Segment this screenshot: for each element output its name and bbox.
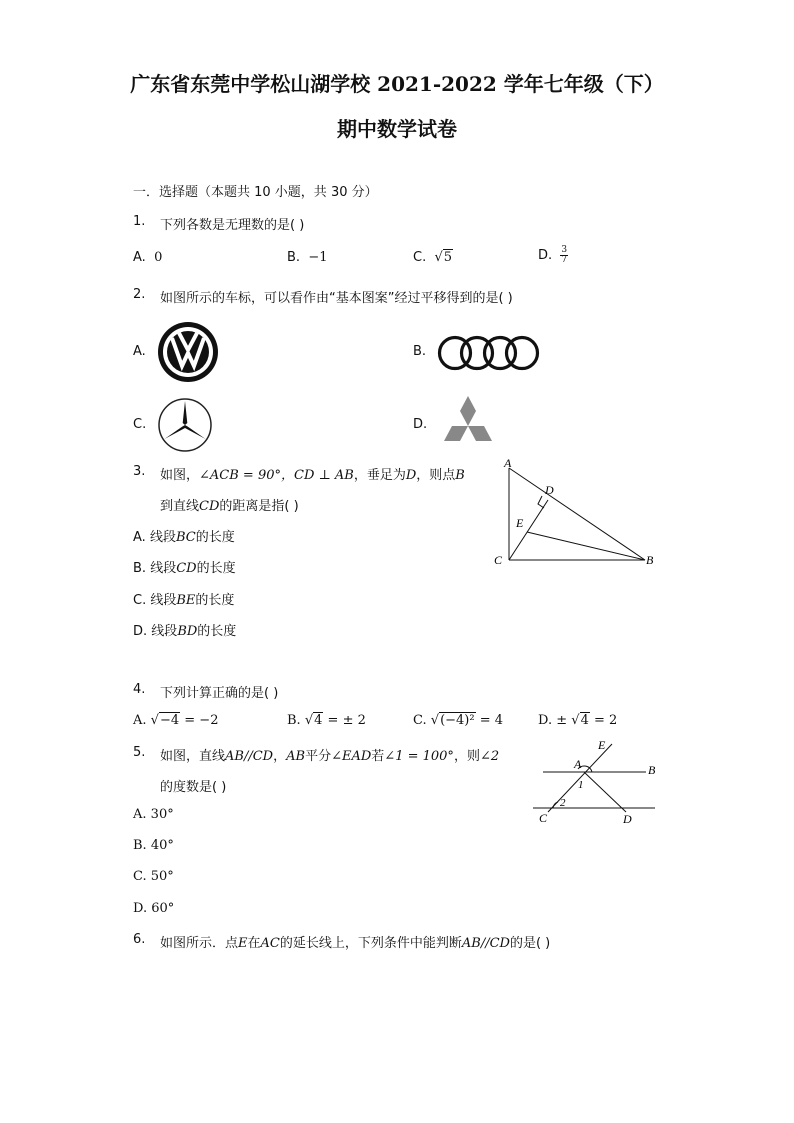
q5-number: 5. [133, 745, 146, 760]
point-label-a: A [574, 757, 582, 771]
point-label-d: D [545, 483, 554, 497]
audi-rings-image [436, 334, 542, 372]
text: 的延长线上，下列条件中能判断 [279, 936, 462, 951]
q6-number: 6. [133, 932, 146, 947]
section-heading: 一．选择题（本题共 10 小题，共 30 分） [133, 185, 378, 200]
q1-option-a [133, 250, 162, 265]
option-label: D. [133, 901, 148, 916]
option-label: B. [133, 838, 147, 853]
radicand: −4 [159, 713, 180, 728]
q4-text: 下列计算正确的是( ) [160, 686, 279, 701]
q4-option-d [538, 713, 617, 728]
text: ， [273, 749, 287, 764]
q4-option-a [133, 713, 218, 728]
text: 线段 [151, 624, 178, 639]
text: 到直线 [160, 499, 200, 514]
q3-option-c [133, 589, 234, 608]
math: ∠2 [479, 749, 500, 764]
text: 若 [371, 749, 385, 764]
text: 的长度 [195, 593, 235, 608]
math: AB [286, 749, 306, 764]
q4-option-c [413, 713, 503, 728]
q1-option-d [538, 246, 568, 265]
radicand: 4 [580, 713, 589, 728]
text: 在 [247, 936, 261, 951]
mercedes-star-image [157, 397, 213, 453]
fraction [560, 246, 568, 265]
text: 的是( ) [509, 936, 551, 951]
text: 如图， [160, 468, 200, 483]
q5-parallel-lines-figure [528, 736, 663, 828]
option-value: −1 [308, 250, 328, 265]
math: AB//CD [461, 936, 510, 951]
q6-text [160, 932, 550, 951]
sqrt-sign: √ [304, 713, 314, 728]
text: 线段 [150, 593, 177, 608]
radicand: 5 [443, 250, 453, 265]
option-label: A. [133, 807, 147, 822]
sqrt-sign: √ [571, 713, 580, 728]
option-value: 60° [151, 901, 175, 916]
exam-title-line1: 广东省东莞中学松山湖学校 2021-2022 学年七年级（下） [130, 72, 664, 96]
numerator: 3 [561, 245, 568, 255]
math: ∠EAD [331, 749, 372, 764]
q5-option-b [133, 838, 174, 853]
q2-number: 2. [133, 287, 146, 302]
text: 的长度 [195, 530, 235, 545]
option-value: 40° [150, 838, 174, 853]
text: 的长度 [196, 561, 236, 576]
q5-option-a [133, 807, 174, 822]
radicand: 4 [314, 713, 323, 728]
q5-option-d [133, 901, 174, 916]
q1-text: 下列各数是无理数的是( ) [160, 218, 305, 233]
q5-option-c [133, 869, 174, 884]
q3-text-line1 [160, 464, 465, 483]
q3-option-a [133, 526, 235, 545]
option-value: 0 [154, 250, 163, 265]
q5-text-line1 [160, 745, 499, 764]
exam-title-line2: 期中数学试卷 [337, 117, 457, 141]
math: B [455, 468, 465, 483]
math: AB//CD [225, 749, 274, 764]
math: = ± 2 [323, 713, 366, 728]
q4-option-b [287, 713, 366, 728]
radicand: (−4)² [440, 713, 475, 728]
point-label-b: B [648, 763, 656, 777]
q2-text: 如图所示的车标，可以看作由“基本图案”经过平移得到的是( ) [160, 291, 513, 306]
sqrt-sign: √ [434, 250, 443, 265]
math: CD [199, 499, 220, 514]
vw-logo-image [157, 320, 219, 384]
angle-label-1: 1 [578, 779, 584, 791]
text: 如图，直线 [160, 749, 226, 764]
point-label-d: D [623, 812, 632, 826]
q3-triangle-figure [490, 454, 665, 574]
option-label: A. [133, 250, 146, 265]
q2-option-c-label: C. [133, 417, 147, 432]
math: BE [176, 593, 196, 608]
mitsubishi-diamonds-image [436, 396, 500, 456]
option-value: 30° [150, 807, 174, 822]
text: ，则点 [416, 468, 456, 483]
option-label: B. [133, 561, 147, 576]
point-label-e: E [516, 516, 524, 530]
text: 的长度 [197, 624, 237, 639]
denominator: 7 [561, 255, 568, 265]
math: = −2 [180, 713, 219, 728]
math: BD [177, 624, 198, 639]
math: CD [176, 561, 197, 576]
q3-option-b [133, 557, 236, 576]
text: ，垂足为 [353, 468, 406, 483]
point-label-b: B [646, 553, 654, 567]
point-label-a: A [504, 456, 512, 470]
q5-text-line2: 的度数是( ) [160, 780, 227, 795]
text: 如图所示．点 [160, 936, 239, 951]
option-label: A. [133, 713, 147, 728]
q3-text-line2 [160, 495, 299, 514]
option-label: C. [413, 713, 427, 728]
q1-option-c [413, 250, 453, 265]
math: BC [175, 530, 196, 545]
q2-option-d-label: D. [413, 417, 428, 432]
text: 线段 [150, 561, 177, 576]
option-label: C. [133, 593, 147, 608]
text: ，则 [453, 749, 480, 764]
math: ∠ACB = 90°，CD ⊥ AB [199, 468, 354, 483]
q3-number: 3. [133, 464, 146, 479]
math: = 4 [475, 713, 504, 728]
math: AC [260, 936, 280, 951]
option-label: B. [287, 713, 301, 728]
math: E [238, 936, 248, 951]
q1-option-b [287, 250, 328, 265]
math: D [405, 468, 417, 483]
option-label: C. [413, 250, 427, 265]
text: 的距离是指( ) [219, 499, 299, 514]
math: ± [556, 713, 572, 728]
point-label-c: C [494, 553, 503, 567]
option-label: D. [538, 248, 553, 263]
point-label-e: E [598, 738, 606, 752]
option-label: D. [133, 624, 148, 639]
option-label: A. [133, 530, 146, 545]
sqrt-sign: √ [430, 713, 440, 728]
math: ∠1 = 100° [384, 749, 454, 764]
q3-option-d [133, 620, 236, 639]
angle-label-2: 2 [560, 797, 566, 809]
q2-option-a-label: A. [133, 344, 146, 359]
option-value: 50° [150, 869, 174, 884]
option-label: B. [287, 250, 301, 265]
point-label-c: C [539, 811, 548, 825]
math: = 2 [589, 713, 618, 728]
q2-option-b-label: B. [413, 344, 427, 359]
q4-number: 4. [133, 682, 146, 697]
text: 平分 [305, 749, 332, 764]
q1-number: 1. [133, 214, 146, 229]
option-label: D. [538, 713, 553, 728]
text: 线段 [149, 530, 176, 545]
option-label: C. [133, 869, 147, 884]
sqrt-sign: √ [150, 713, 159, 728]
